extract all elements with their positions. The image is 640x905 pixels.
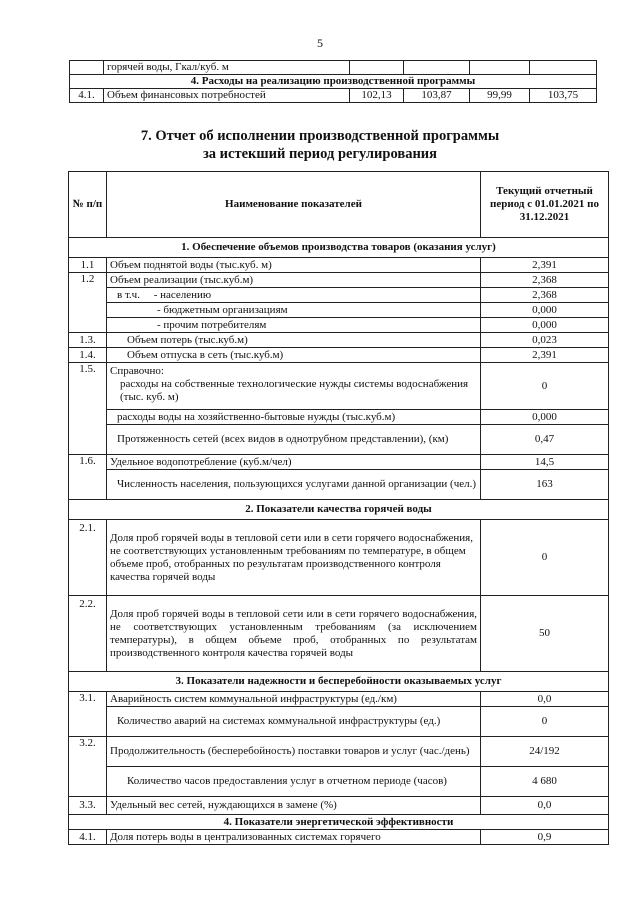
table-row: - бюджетным организациям 0,000	[69, 303, 609, 318]
table-row: 1.3. Объем потерь (тыс.куб.м) 0,023	[69, 333, 609, 348]
table-row: 4.1. Объем финансовых потребностей 102,13 103,87 99,99 103,75	[70, 89, 597, 103]
section-header: 4. Расходы на реализацию производственной программы	[70, 75, 597, 89]
page-number: 5	[317, 36, 323, 50]
report-title: 7. Отчет об исполнении производственной программы за истекший период регулирования	[140, 128, 500, 162]
table-row: Количество часов предоставления услуг в отчетном периоде (часов) 4 680	[69, 767, 609, 797]
table-row: Численность населения, пользующихся услугами данной организации (чел.) 163	[69, 470, 609, 500]
report-table	[68, 171, 609, 845]
header-num: № п/п	[69, 172, 107, 238]
section-header: 2. Показатели качества горячей воды	[69, 500, 609, 520]
table-row: 3.2. Продолжительность (бесперебойность) поставки товаров и услуг (час./день) 24/192	[69, 737, 609, 767]
header-name: Наименование показателей	[107, 172, 481, 238]
section-header: 1. Обеспечение объемов производства товаров (оказания услуг)	[69, 238, 609, 258]
table-row: Протяженность сетей (всех видов в однотрубном представлении), (км) 0,47	[69, 425, 609, 455]
financial-needs-table	[69, 60, 597, 103]
table-row: 2.1. Доля проб горячей воды в тепловой сети или в сети горячего водоснабжения, не соответствующих установленным требованиям по температуре, в общем объеме проб, отобранных по результатам производственного контроля качества горячей воды 0	[69, 520, 609, 596]
header-period: Текущий отчетный период с 01.01.2021 по 31.12.2021	[481, 172, 609, 238]
section-header: 4. Показатели энергетической эффективности	[69, 815, 609, 830]
table-row: 1.4. Объем отпуска в сеть (тыс.куб.м) 2,391	[69, 348, 609, 363]
table-row: расходы воды на хозяйственно-бытовые нужды (тыс.куб.м) 0,000	[69, 410, 609, 425]
table-row: 3.1. Аварийность систем коммунальной инфраструктуры (ед./км) 0,0	[69, 692, 609, 707]
table-row: 1.2 Объем реализации (тыс.куб.м) 2,368	[69, 273, 609, 288]
table-row: 4.1. Доля потерь воды в централизованных системах горячего 0,9	[69, 830, 609, 845]
section-header: 3. Показатели надежности и бесперебойности оказываемых услуг	[69, 672, 609, 692]
table-header-row	[69, 172, 609, 238]
table-row: 1.1 Объем поднятой воды (тыс.куб. м) 2,391	[69, 258, 609, 273]
table-row: 3.3. Удельный вес сетей, нуждающихся в замене (%) 0,0	[69, 797, 609, 815]
table-row: в т.ч. - населению 2,368	[69, 288, 609, 303]
table-row: - прочим потребителям 0,000	[69, 318, 609, 333]
table-row: Количество аварий на системах коммунальной инфраструктуры (ед.) 0	[69, 707, 609, 737]
table-row: 1.5. Справочно: расходы на собственные технологические нужды системы водоснабжения (тыс. куб. м) 0	[69, 363, 609, 410]
table-row: 1.6. Удельное водопотребление (куб.м/чел) 14,5	[69, 455, 609, 470]
table-row	[70, 61, 597, 75]
table-row: 2.2. Доля проб горячей воды в тепловой сети или в сети горячего водоснабжения, не соответствующих установленным требованиям (за исключением температуры), в общем объеме проб, отобранных по результатам производственного контроля качества горячей воды 50	[69, 596, 609, 672]
row-name: горячей воды, Гкал/куб. м	[104, 61, 350, 75]
